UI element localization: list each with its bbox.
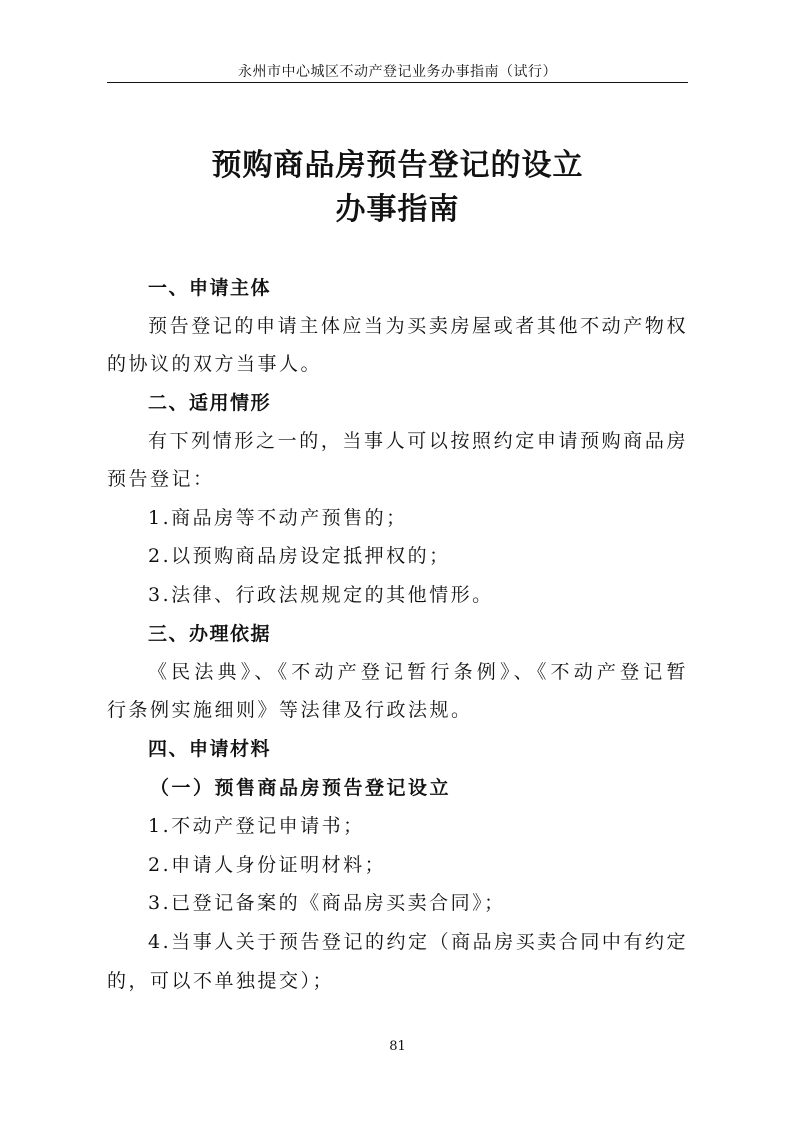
paragraph-line: 有下列情形之一的，当事人可以按照约定申请预购商品房 (148, 430, 688, 452)
document-title-line-1: 预购商品房预告登记的设立 (211, 148, 584, 183)
list-item: 3.法律、行政法规规定的其他情形。 (148, 584, 494, 606)
paragraph-line: 行条例实施细则》等法律及行政法规。 (107, 699, 473, 721)
paragraph-line: 预告登记的申请主体应当为买卖房屋或者其他不动产物权 (148, 315, 688, 337)
section-heading-applicable-cases: 二、适用情形 (148, 392, 272, 414)
list-item: 2.申请人身份证明材料； (148, 854, 387, 876)
document-title-line-2: 办事指南 (335, 192, 460, 227)
paragraph-line: 《民法典》、《不动产登记暂行条例》、《不动产登记暂 (148, 661, 688, 683)
page-number: 81 (389, 1039, 406, 1054)
section-heading-application-materials: 四、申请材料 (148, 738, 272, 760)
running-header-title: 永州市中心城区不动产登记业务办事指南（试行） (238, 64, 557, 80)
list-item: 4.当事人关于预告登记的约定（商品房买卖合同中有约定 (148, 931, 688, 953)
list-item: 2.以预购商品房设定抵押权的； (148, 545, 451, 567)
paragraph-line: 的协议的双方当事人。 (107, 353, 323, 375)
list-item-continuation: 的，可以不单独提交）； (107, 970, 335, 992)
section-heading-legal-basis: 三、办理依据 (148, 623, 272, 645)
list-item: 1.商品房等不动产预售的； (148, 507, 408, 529)
subsection-heading-presale: （一）预售商品房预告登记设立 (150, 777, 452, 799)
list-item: 3.已登记备案的《商品房买卖合同》； (148, 892, 506, 914)
header-divider (107, 82, 688, 83)
paragraph-line: 预告登记： (107, 468, 215, 490)
list-item: 1.不动产登记申请书； (148, 815, 365, 837)
section-heading-applicant: 一、申请主体 (148, 277, 272, 299)
